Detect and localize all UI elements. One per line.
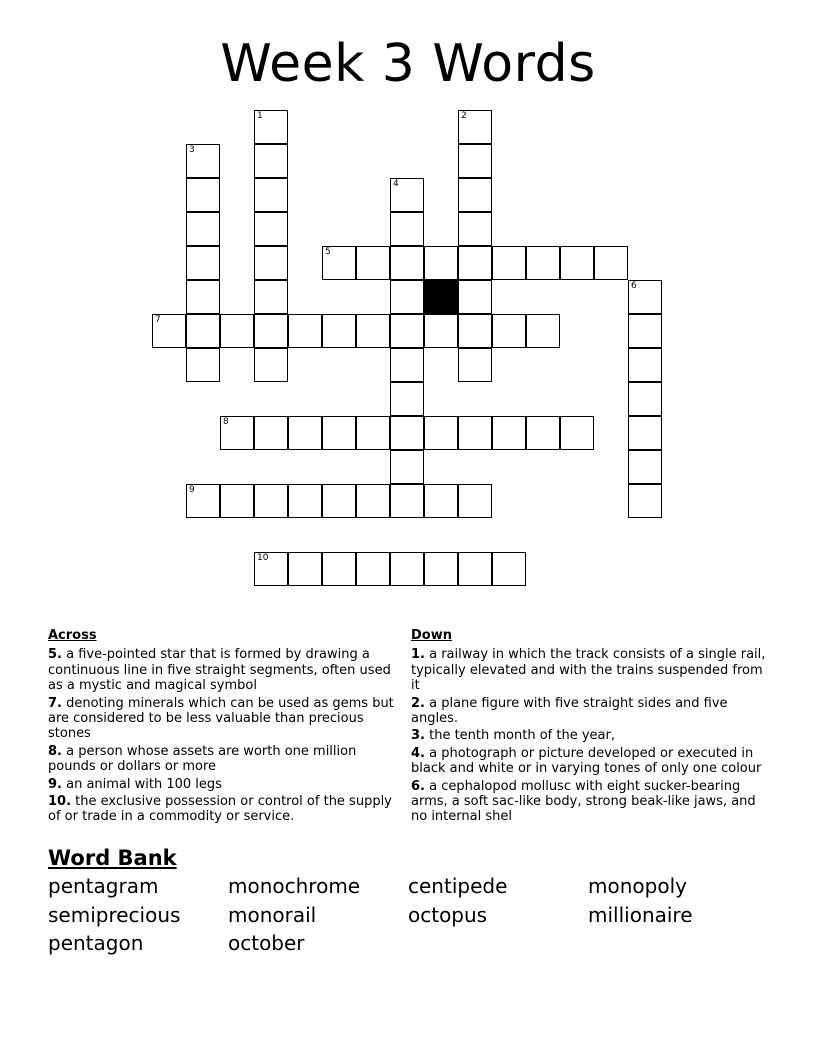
grid-cell[interactable]	[458, 246, 492, 280]
word-bank-word: millionaire	[588, 902, 693, 927]
clue-number-label: 4	[393, 179, 399, 189]
grid-cell[interactable]	[628, 382, 662, 416]
grid-cell[interactable]	[186, 144, 220, 178]
word-bank-word: octopus	[408, 902, 488, 927]
word-bank-heading: Word Bank	[48, 846, 177, 870]
grid-cell[interactable]	[186, 314, 220, 348]
down-clue	[411, 696, 766, 727]
grid-cell[interactable]	[390, 552, 424, 586]
grid-cell[interactable]	[458, 484, 492, 518]
grid-cell[interactable]	[254, 348, 288, 382]
grid-cell[interactable]	[254, 416, 288, 450]
grid-cell[interactable]	[390, 382, 424, 416]
grid-cell[interactable]	[390, 484, 424, 518]
clue-text: the exclusive possession or control of the supply of or trade in a commodity or service.	[48, 794, 392, 825]
grid-cell[interactable]	[390, 450, 424, 484]
word-bank-word: monopoly	[588, 874, 687, 898]
clue-number: 7.	[48, 695, 62, 711]
down-clue	[411, 779, 766, 825]
grid-cell[interactable]	[254, 246, 288, 280]
grid-cell[interactable]	[186, 212, 220, 246]
clue-number-label: 1	[257, 111, 263, 121]
word-bank-word: monorail	[228, 902, 317, 927]
grid-cell[interactable]	[390, 314, 424, 348]
grid-cell[interactable]	[356, 416, 390, 450]
clue-number: 8.	[48, 743, 62, 759]
grid-cell[interactable]	[458, 552, 492, 586]
grid-cell[interactable]	[390, 280, 424, 314]
clue-number-label: 8	[223, 417, 229, 427]
grid-cell[interactable]	[628, 450, 662, 484]
across-clue	[48, 647, 408, 693]
clue-text: denoting minerals which can be used as gems but are considered to be less valuable than precious stones	[48, 695, 394, 742]
grid-cell[interactable]	[186, 178, 220, 212]
word-bank-word: october	[228, 931, 305, 956]
grid-cell[interactable]	[288, 484, 322, 518]
clue-number-label: 10	[257, 553, 269, 563]
clue-number: 5.	[48, 647, 62, 663]
grid-cell[interactable]	[424, 246, 458, 280]
grid-cell[interactable]	[628, 416, 662, 450]
clue-text: a railway in which the track consists of a single rail, typically elevated and with the trains suspended from it	[411, 647, 766, 694]
grid-cell[interactable]	[458, 348, 492, 382]
grid-cell[interactable]	[492, 552, 526, 586]
clue-number-label: 6	[631, 281, 637, 291]
down-clue	[411, 746, 766, 777]
grid-cell[interactable]	[288, 416, 322, 450]
grid-cell[interactable]	[628, 314, 662, 348]
grid-cell[interactable]	[254, 144, 288, 178]
across-clues	[48, 628, 408, 827]
grid-cell[interactable]	[322, 416, 356, 450]
grid-cell[interactable]	[424, 552, 458, 586]
clue-number-label: 5	[325, 247, 331, 257]
word-bank	[48, 872, 768, 958]
clue-text: a person whose assets are worth one million pounds or dollars or more	[48, 743, 357, 775]
grid-cell[interactable]	[390, 212, 424, 246]
grid-cell[interactable]	[458, 416, 492, 450]
clue-number-label: 9	[189, 485, 195, 495]
grid-block	[424, 280, 458, 314]
grid-cell[interactable]	[390, 178, 424, 212]
across-clue	[48, 777, 408, 792]
grid-cell[interactable]	[322, 246, 356, 280]
grid-cell[interactable]	[526, 314, 560, 348]
word-bank-word: semiprecious	[48, 902, 181, 927]
clue-number: 10.	[48, 794, 72, 810]
grid-cell[interactable]	[356, 552, 390, 586]
grid-cell[interactable]	[322, 314, 356, 348]
grid-cell[interactable]	[254, 280, 288, 314]
grid-cell[interactable]	[322, 552, 356, 586]
grid-cell[interactable]	[628, 348, 662, 382]
clue-text: an animal with 100 legs	[61, 776, 222, 792]
across-clue	[48, 744, 408, 775]
clue-number: 2.	[411, 695, 425, 711]
grid-cell[interactable]	[288, 552, 322, 586]
grid-cell[interactable]	[458, 212, 492, 246]
down-clue	[411, 728, 766, 743]
clue-number-label: 7	[155, 315, 161, 325]
grid-cell[interactable]	[390, 416, 424, 450]
clue-number: 4.	[411, 745, 425, 761]
grid-cell[interactable]	[356, 484, 390, 518]
grid-cell[interactable]	[458, 178, 492, 212]
clue-text: the tenth month of the year,	[424, 728, 615, 744]
grid-cell[interactable]	[526, 416, 560, 450]
grid-cell[interactable]	[356, 246, 390, 280]
grid-cell[interactable]	[560, 246, 594, 280]
grid-cell[interactable]	[220, 484, 254, 518]
grid-cell[interactable]	[492, 314, 526, 348]
grid-cell[interactable]	[254, 484, 288, 518]
word-bank-word: monochrome	[228, 874, 361, 898]
grid-cell[interactable]	[526, 246, 560, 280]
word-bank-word: centipede	[408, 874, 508, 898]
grid-cell[interactable]	[254, 178, 288, 212]
grid-cell[interactable]	[322, 484, 356, 518]
clue-text: a plane figure with five straight sides and five angles.	[411, 695, 728, 727]
clue-number-label: 2	[461, 111, 467, 121]
grid-cell[interactable]	[424, 484, 458, 518]
down-heading: Down	[411, 628, 452, 643]
grid-cell[interactable]	[492, 416, 526, 450]
grid-cell[interactable]	[628, 280, 662, 314]
grid-cell[interactable]	[390, 246, 424, 280]
grid-cell[interactable]	[458, 110, 492, 144]
grid-cell[interactable]	[254, 212, 288, 246]
grid-cell[interactable]	[424, 314, 458, 348]
grid-cell[interactable]	[220, 416, 254, 450]
grid-cell[interactable]	[186, 246, 220, 280]
down-clues	[411, 628, 766, 827]
clue-number-label: 3	[189, 145, 195, 155]
grid-cell[interactable]	[458, 280, 492, 314]
clue-number: 6.	[411, 778, 425, 794]
clue-number: 1.	[411, 647, 425, 663]
grid-cell[interactable]	[152, 314, 186, 348]
clue-text: a cephalopod mollusc with eight sucker-bearing arms, a soft sac-like body, strong beak-like jaws, and no internal shel	[411, 778, 756, 825]
clue-number: 9.	[48, 776, 62, 792]
down-clue	[411, 647, 766, 693]
grid-cell[interactable]	[594, 246, 628, 280]
grid-cell[interactable]	[186, 484, 220, 518]
across-heading: Across	[48, 628, 97, 643]
grid-cell[interactable]	[458, 144, 492, 178]
grid-cell[interactable]	[560, 416, 594, 450]
grid-cell[interactable]	[220, 314, 254, 348]
grid-cell[interactable]	[186, 348, 220, 382]
grid-cell[interactable]	[492, 246, 526, 280]
clue-number: 3.	[411, 728, 425, 744]
page-title: Week 3 Words	[220, 34, 596, 94]
grid-cell[interactable]	[254, 314, 288, 348]
clue-text: a five-pointed star that is formed by drawing a continuous line in five straight segments, often used as a mystic and magical symbol	[48, 647, 391, 694]
grid-cell[interactable]	[254, 110, 288, 144]
clue-text: a photograph or picture developed or executed in black and white or in varying tones of only one colour	[411, 745, 762, 777]
grid-cell[interactable]	[288, 314, 322, 348]
grid-cell[interactable]	[458, 314, 492, 348]
grid-cell[interactable]	[390, 348, 424, 382]
grid-cell[interactable]	[356, 314, 390, 348]
across-clue	[48, 696, 408, 742]
across-clue	[48, 794, 408, 825]
grid-cell[interactable]	[254, 552, 288, 586]
grid-cell[interactable]	[424, 416, 458, 450]
word-bank-word: pentagram	[48, 874, 159, 898]
grid-cell[interactable]	[186, 280, 220, 314]
grid-cell[interactable]	[628, 484, 662, 518]
word-bank-word: pentagon	[48, 931, 144, 956]
